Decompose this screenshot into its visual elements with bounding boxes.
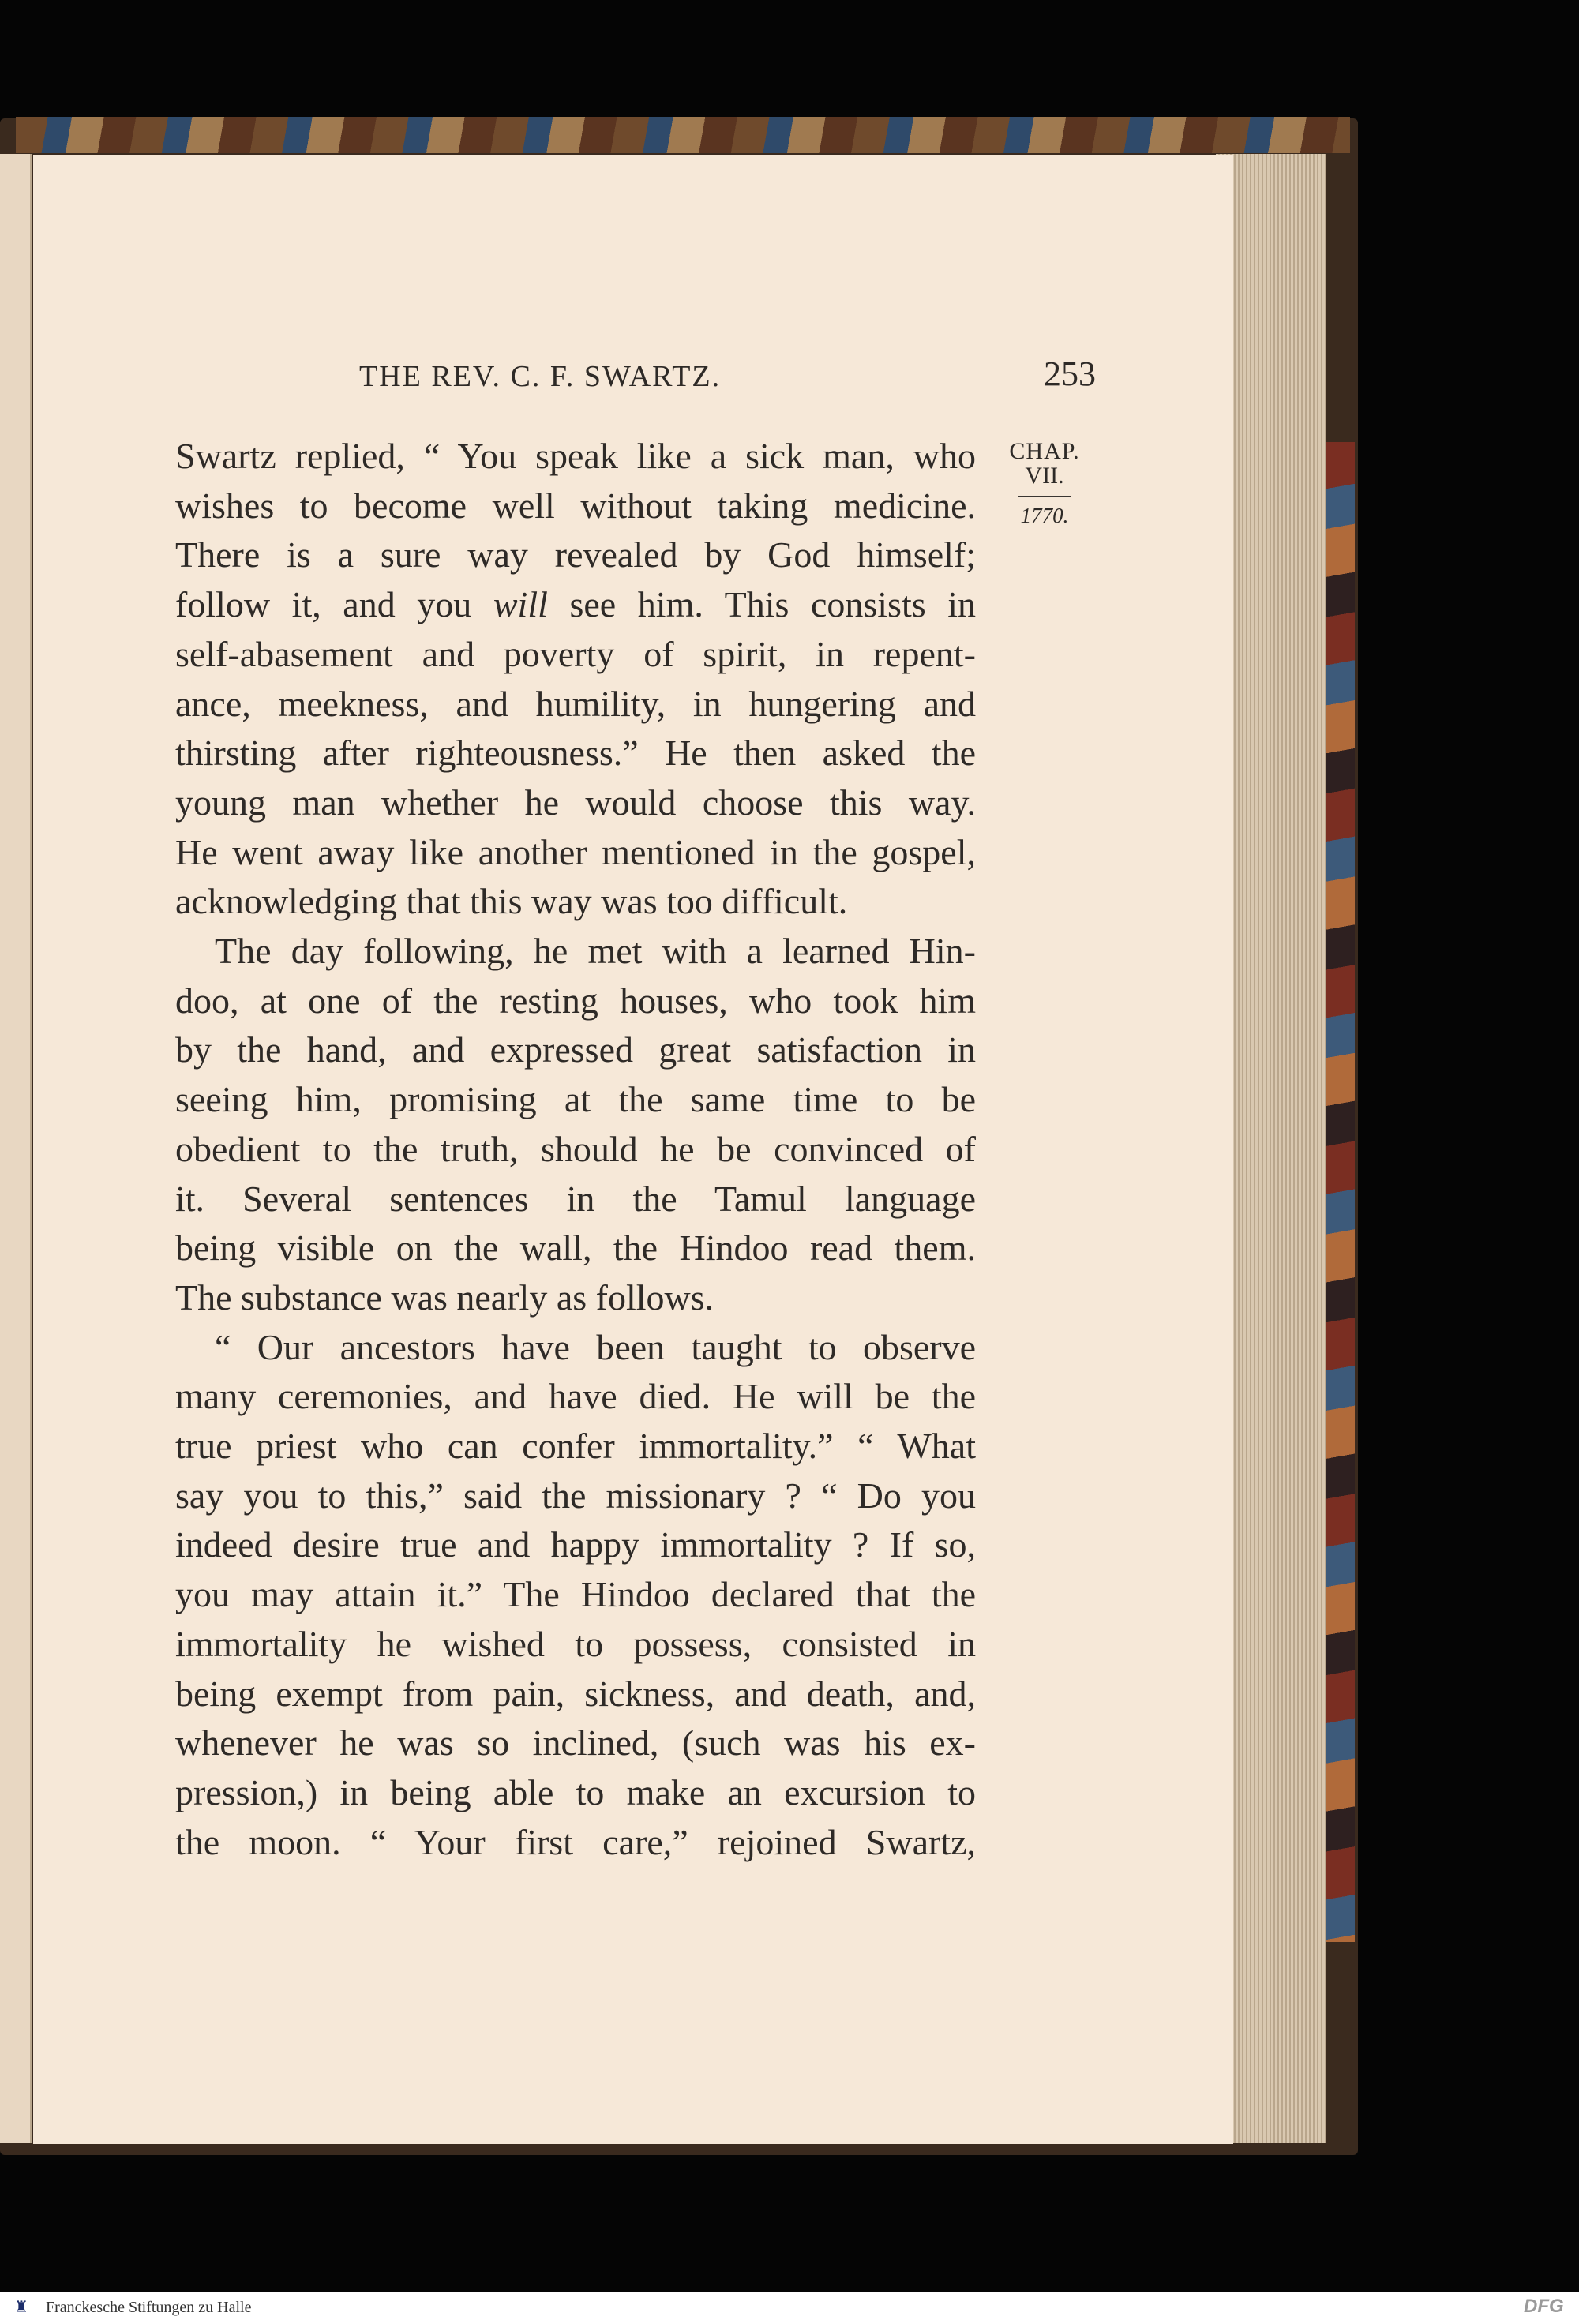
text-line: “ Our ancestors have been taught to observe bbox=[215, 1326, 976, 1367]
margin-year: 1770. bbox=[1020, 504, 1069, 527]
footer-institution: Franckesche Stiftungen zu Halle bbox=[46, 2299, 252, 2316]
text-fragment: see him. This consists in bbox=[547, 584, 976, 625]
text-line: ance, meekness, and humility, in hungering and bbox=[175, 683, 976, 724]
body-text bbox=[175, 432, 976, 1867]
running-head: THE REV. C. F. SWARTZ. bbox=[359, 360, 722, 393]
text-line: The day following, he met with a learned Hin- bbox=[215, 931, 976, 972]
margin-rule bbox=[1018, 496, 1071, 497]
text-line: indeed desire true and happy immortality ? If so, bbox=[175, 1524, 976, 1565]
emphasized-word: will bbox=[493, 584, 548, 625]
text-line: many ceremonies, and have died. He will be the bbox=[175, 1376, 976, 1417]
text-fragment: follow it, and you bbox=[175, 584, 493, 625]
text-line: There is a sure way revealed by God himself; bbox=[175, 534, 976, 575]
text-line: by the hand, and expressed great satisfaction in bbox=[175, 1029, 976, 1070]
text-line: obedient to the truth, should he be convinced of bbox=[175, 1128, 976, 1169]
text-line: say you to this,” said the missionary ? “ Do you bbox=[175, 1475, 976, 1516]
text-line: Swartz replied, “ You speak like a sick man, who bbox=[175, 436, 976, 476]
page-number: 253 bbox=[1044, 354, 1096, 393]
text-line: the moon. “ Your first care,” rejoined Swartz, bbox=[175, 1821, 976, 1862]
margin-chapter-label: CHAP. bbox=[1009, 438, 1080, 464]
text-line: He went away like another mentioned in the gospel, bbox=[175, 831, 976, 872]
text-line: you may attain it.” The Hindoo declared that the bbox=[175, 1574, 976, 1615]
text-line: seeing him, promising at the same time to be bbox=[175, 1079, 976, 1120]
text-line: immortality he wished to possess, consisted in bbox=[175, 1623, 976, 1664]
text-line: being exempt from pain, sickness, and death, and, bbox=[175, 1673, 976, 1714]
text-line: The substance was nearly as follows. bbox=[175, 1276, 714, 1318]
text-line: it. Several sentences in the Tamul language bbox=[175, 1178, 976, 1219]
text-line: pression,) in being able to make an excursion to bbox=[175, 1771, 976, 1812]
text-line: acknowledging that this way was too difficult. bbox=[175, 881, 848, 922]
facing-page-edge bbox=[0, 154, 32, 2143]
text-line: young man whether he would choose this way. bbox=[175, 782, 976, 823]
institution-logo-icon: ♜ bbox=[14, 2299, 28, 2316]
marbled-edge-top bbox=[16, 117, 1350, 153]
funder-logo: DFG bbox=[1524, 2296, 1564, 2317]
margin-chapter-number: VII. bbox=[1025, 463, 1064, 489]
text-line: thirsting after righteousness.” He then asked the bbox=[175, 733, 976, 774]
text-line: self-abasement and poverty of spirit, in repent- bbox=[175, 633, 976, 674]
text-line: whenever he was so inclined, (such was his ex- bbox=[175, 1722, 976, 1764]
text-line: being visible on the wall, the Hindoo read them. bbox=[175, 1228, 976, 1269]
margin-note bbox=[1001, 439, 1088, 527]
text-line bbox=[175, 580, 976, 630]
text-line: true priest who can confer immortality.” “ What bbox=[175, 1426, 976, 1467]
text-line: doo, at one of the resting houses, who took him bbox=[175, 980, 976, 1021]
text-line: wishes to become well without taking medicine. bbox=[175, 485, 976, 526]
